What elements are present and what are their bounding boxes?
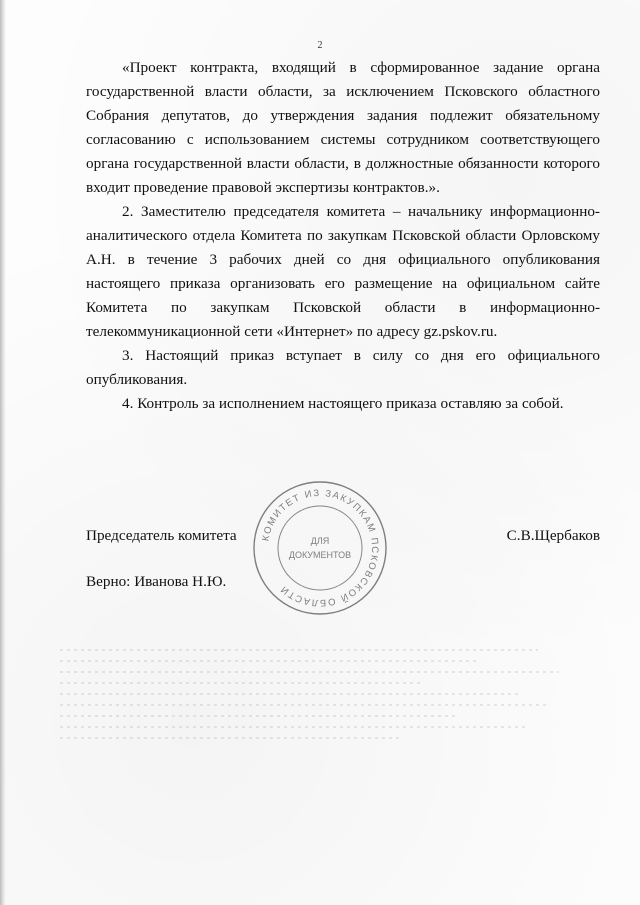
document-body [86,56,600,416]
signatory-title: Председатель комитета [86,527,237,544]
certified-copy-note: Верно: Иванова Н.Ю. [86,573,227,590]
page-number: 2 [317,40,323,51]
paragraph-quoted-amendment: «Проект контракта, входящий в сформированное задание органа государственной власти области, за исключением Псковского областного Собрания депутатов, до утверждения задания подлежит обязательному согласованию с использованием системы сотрудником соответствующего органа государственной власти области, в должностные обязанности которого входит проведение правовой экспертизы контрактов.». [86,59,600,196]
seal-inner-ring [278,506,362,590]
seal-ring-text: КОМИТЕТ ИЗ ЗАКУПКАМ ПСКОВСКОЙ ОБЛАСТИ [260,487,381,609]
seal-center-line2: ДОКУМЕНТОВ [288,550,352,560]
faded-bleedthrough-text [60,640,580,870]
round-seal-stamp [250,478,390,618]
seal-center-line1: ДЛЯ [310,536,330,546]
paragraph-item-4: 4. Контроль за исполнением настоящего приказа оставляю за собой. [122,395,564,412]
signatory-name: С.В.Щербаков [506,527,600,544]
scan-edge [0,0,6,905]
paragraph-item-3: 3. Настоящий приказ вступает в силу со дня его официального опубликования. [86,347,600,388]
paragraph-item-2: 2. Заместителю председателя комитета – начальнику информационно-аналитического отдела Комитета по закупкам Псковской области Орловскому А.Н. в течение 3 рабочих дней со дня официального опубликования настоящего приказа организовать его размещение на официальном сайте Комитета по закупкам Псковской области в информационно-телекоммуникационной сети «Интернет» по адресу gz.pskov.ru. [86,203,600,340]
seal-outer-ring [254,482,386,614]
